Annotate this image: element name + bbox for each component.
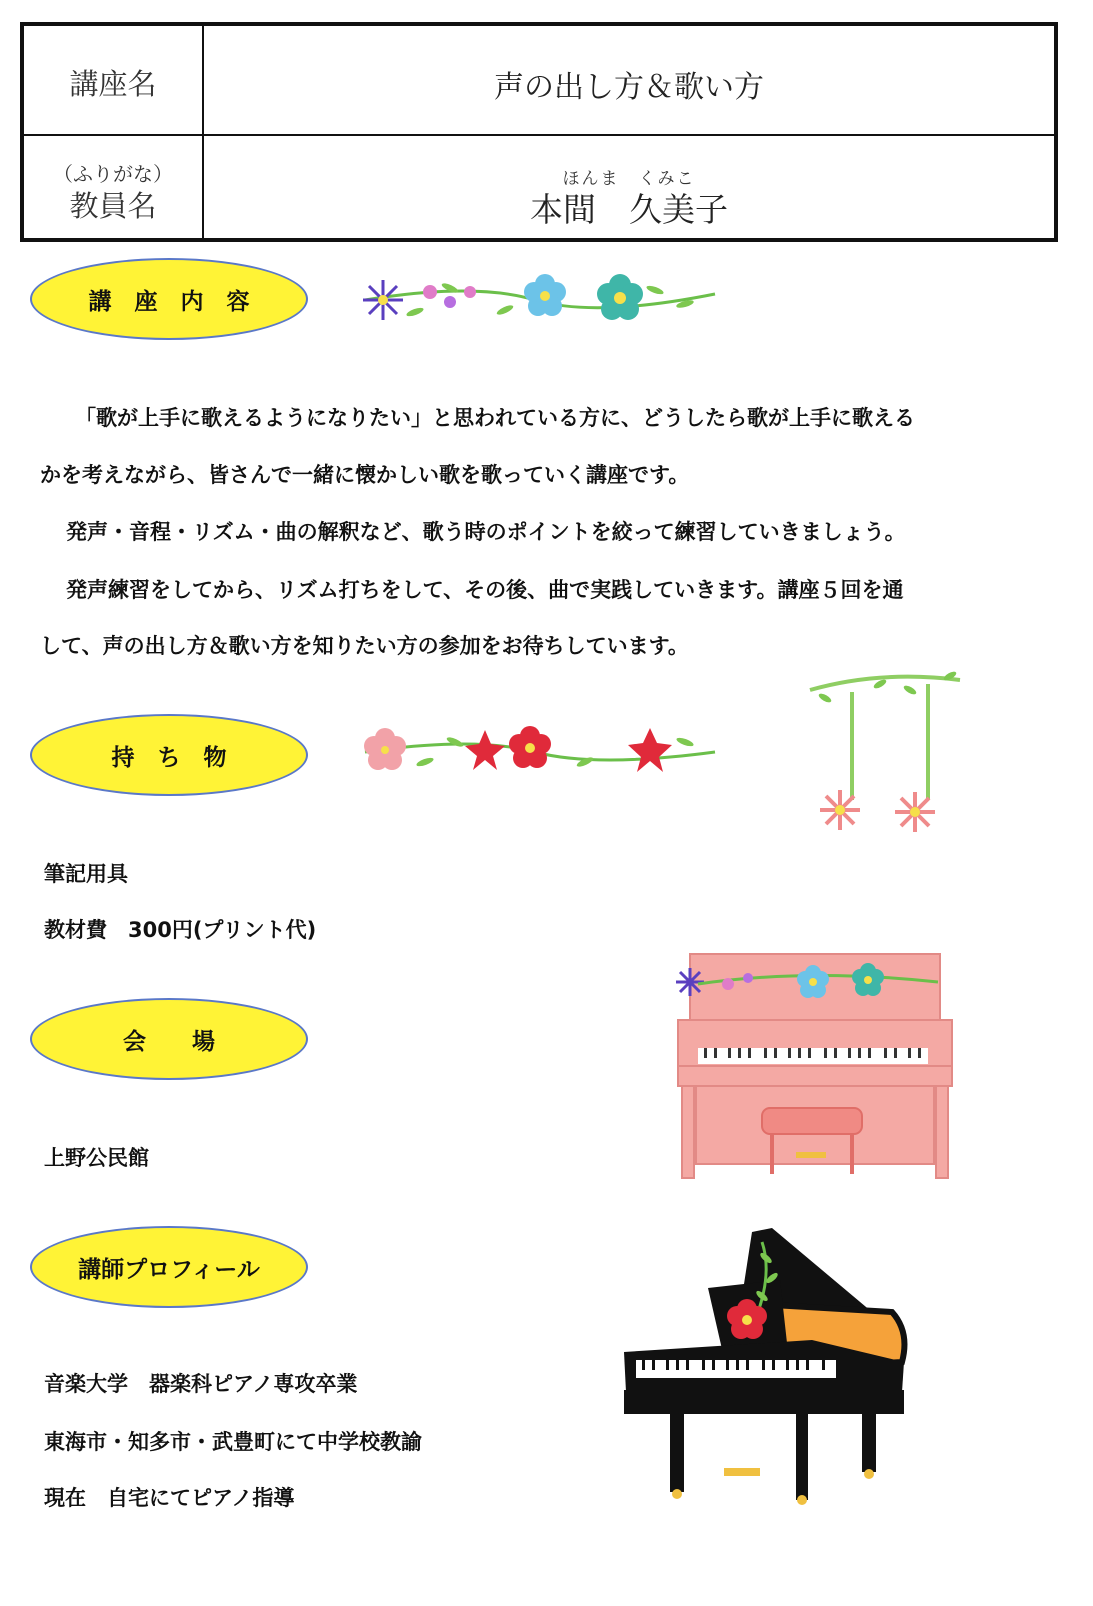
upright-piano-icon (668, 948, 958, 1188)
flower-garland-blue-icon (355, 262, 720, 334)
profile-line2: 東海市・知多市・武豊町にて中学校教諭 (44, 1430, 422, 1454)
course-label: 講座名 (69, 67, 157, 101)
header-table (20, 22, 1058, 242)
section-profile-heading: 講師プロフィール (30, 1226, 308, 1308)
content-para3-line1: 発声練習をしてから、リズム打ちをして、その後、曲で実践していきます。講座５回を通 (66, 578, 904, 602)
flower-garland-red-icon (355, 712, 720, 787)
section-content-heading: 講 座 内 容 (30, 258, 308, 340)
course-title: 声の出し方＆歌い方 (494, 70, 764, 105)
items-line2: 教材費 300円(プリント代) (44, 918, 317, 942)
content-para2: 発声・音程・リズム・曲の解釈など、歌う時のポイントを絞って練習していきましょう。 (66, 520, 906, 544)
course-row (24, 26, 1054, 136)
teacher-name: 本間 久美子 (530, 190, 728, 229)
teacher-furigana: ほんま くみこ (562, 169, 696, 189)
teacher-row (24, 134, 1054, 238)
music-note-flowers-icon (800, 660, 970, 840)
items-line1: 筆記用具 (44, 862, 128, 886)
content-para1-line2: かを考えながら、皆さんで一緒に懐かしい歌を歌っていく講座です。 (40, 463, 690, 487)
venue-name: 上野公民館 (44, 1146, 149, 1170)
teacher-label: 教員名 (69, 189, 157, 223)
content-para3-line2: して、声の出し方＆歌い方を知りたい方の参加をお待ちしています。 (40, 634, 689, 658)
section-items-heading: 持 ち 物 (30, 714, 308, 796)
profile-line3: 現在 自宅にてピアノ指導 (44, 1486, 295, 1510)
furigana-label: （ふりがな） (53, 162, 173, 186)
profile-line1: 音楽大学 器楽科ピアノ専攻卒業 (44, 1372, 358, 1396)
grand-piano-icon (612, 1222, 912, 1507)
section-venue-heading: 会 場 (30, 998, 308, 1080)
content-para1-line1: 「歌が上手に歌えるようになりたい」と思われている方に、どうしたら歌が上手に歌える (75, 406, 915, 430)
